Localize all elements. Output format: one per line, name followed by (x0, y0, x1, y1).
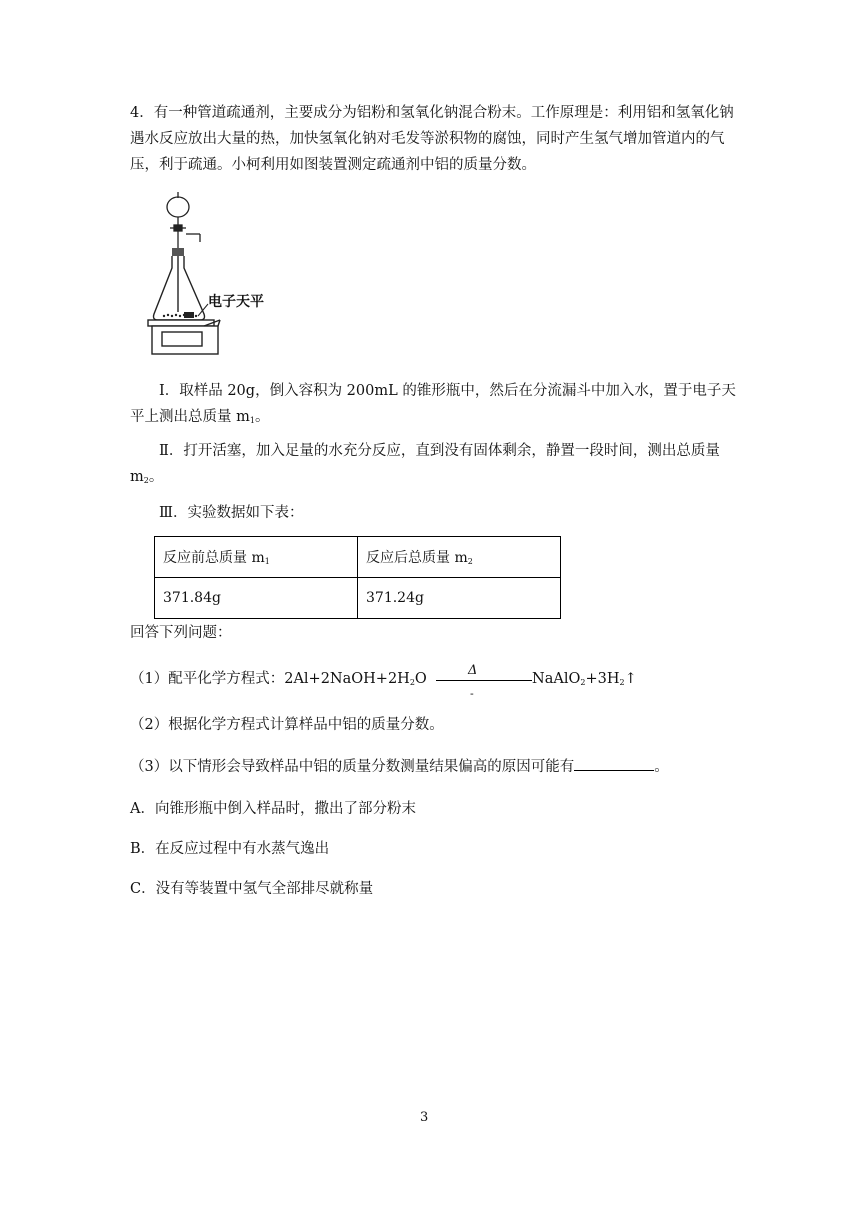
step-2-text: Ⅱ．打开活塞，加入足量的水充分反应，直到没有固体剩余，静置一段时间，测出总质量 m (130, 443, 720, 485)
table-header-cell: 反应后总质量 $m_2$ (358, 537, 561, 578)
step-1-text: Ⅰ．取样品 20g，倒入容积为 200mL 的锥形瓶中，然后在分流漏斗中加入水，置于电子天平上测出总质量 m (130, 383, 736, 425)
question-text: 4．有一种管道疏通剂，主要成分为铝粉和氢氧化钠混合粉末。工作原理是：利用铝和氢氧化钠遇水反应放出大量的热，加快氢氧化钠对毛发等淤积物的腐蚀，同时产生氢气增加管道内的气压，利于疏通。小柯利用如图装置测定疏通剂中铝的质量分数。 (130, 105, 734, 173)
table-header-cell: 反应前总质量 $m_1$ (155, 537, 358, 578)
table-cell: 371.84g (155, 578, 358, 619)
step-1 (130, 378, 742, 434)
powder-sample-icon (163, 312, 197, 318)
table-header-row (155, 537, 561, 578)
apparatus-figure (142, 190, 282, 360)
step-3: Ⅲ．实验数据如下表： (159, 505, 304, 521)
separatory-funnel-icon (167, 192, 200, 252)
table-cell: 371.24g (358, 578, 561, 619)
data-table (154, 536, 561, 619)
answer-blank (574, 756, 654, 771)
gas-arrow-icon: ↑ (624, 671, 637, 687)
answer-prompt: 回答下列问题： (130, 625, 232, 641)
option-a: A．向锥形瓶中倒入样品时，撒出了部分粉末 (130, 801, 416, 817)
question-1: （1）配平化学方程式：$2Al+2NaOH+2H_2O$ Δ - $NaAlO_2+3H_2↑$ (130, 663, 637, 700)
step-1-sub: 1 (249, 416, 255, 425)
step-2-end: 。 (148, 469, 164, 485)
step-2 (130, 438, 742, 494)
option-b: B．在反应过程中有水蒸气逸出 (130, 841, 330, 857)
conical-flask-icon (154, 256, 205, 320)
option-c: C．没有等装置中氢气全部排尽就称量 (130, 881, 374, 897)
step-1-end: 。 (254, 409, 270, 425)
question-3: （3）以下情形会导致样品中铝的质量分数测量结果偏高的原因可能有 。 (130, 754, 742, 780)
electronic-balance-icon (148, 320, 220, 354)
question-2: （2）根据化学方程式计算样品中铝的质量分数。 (130, 717, 444, 733)
stopper-icon (172, 248, 184, 256)
reaction-condition: Δ - (436, 669, 532, 683)
page-number: 3 (420, 1110, 429, 1125)
step-2-sub: 2 (143, 476, 149, 485)
table-row (155, 578, 561, 619)
balance-label: 电子天平 (208, 294, 264, 310)
